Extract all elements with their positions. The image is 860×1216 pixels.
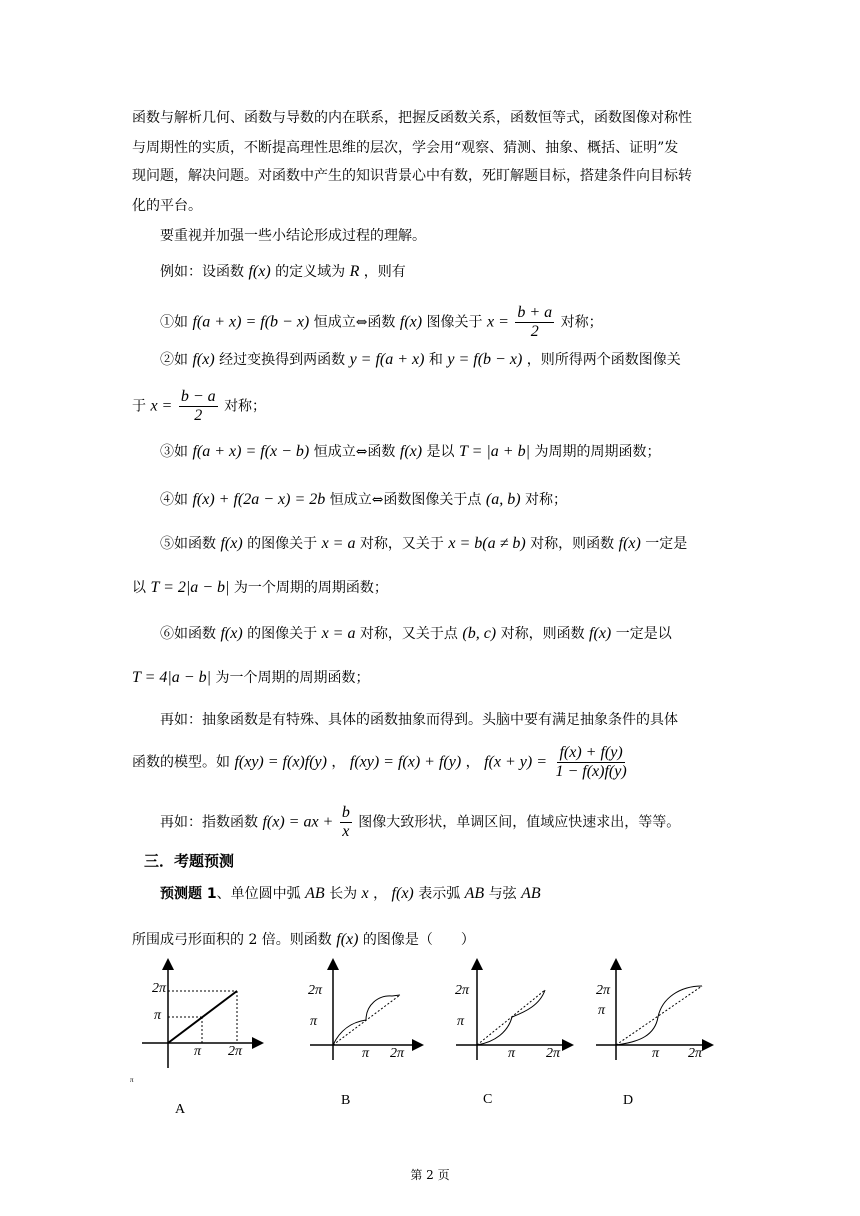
text: 所围成弓形面积的 2 倍。则函数 (132, 932, 332, 948)
axis-label: 2π (152, 981, 167, 996)
text: 的图像关于 (247, 536, 318, 552)
text: 的图像是（ ） (362, 932, 475, 948)
axis-label: 2π (455, 983, 470, 998)
text: 函数的模型。如 (132, 754, 230, 771)
axis-label: π (154, 1008, 162, 1023)
axis-label: 2π (308, 983, 323, 998)
axis-label: π (310, 1014, 318, 1029)
math-period: T = |a + b| (459, 443, 530, 460)
math-x-eq: x = (487, 313, 509, 331)
math-y1: y = f(a + x) (349, 351, 425, 368)
item-5-cont (132, 578, 388, 598)
math-fx: f(x) (391, 885, 414, 902)
text: 例如：设函数 (160, 264, 244, 280)
problem-label: 预测题 1 (160, 886, 217, 902)
math-x-a: x = a (321, 625, 356, 642)
paragraph-2: 要重视并加强一些小结论形成过程的理解。 (160, 228, 426, 244)
numerator: b − a (180, 388, 216, 405)
item-6-cont (132, 668, 369, 688)
numerator: b (341, 804, 350, 821)
math-eq: f(a + x) = f(b − x) (192, 313, 310, 331)
axis-label: π (508, 1046, 516, 1061)
math-fx: f(x) (589, 625, 612, 642)
item-5 (160, 534, 687, 554)
text: 恒成立⇔函数图像关于点 (329, 492, 482, 508)
item-6 (160, 624, 672, 644)
answer-figures (0, 950, 860, 1130)
paragraph-line: 化的平台。 (132, 198, 202, 214)
axis-label: 2π (596, 983, 611, 998)
text: 和 (428, 352, 443, 368)
text: ①如 (160, 314, 188, 331)
text: 对称，则函数 (530, 536, 615, 552)
axis-label: π (652, 1046, 660, 1061)
item-3 (160, 442, 660, 462)
text: 于 (132, 398, 146, 415)
math-fx: f(x) (248, 263, 271, 280)
text: 与弦 (488, 886, 517, 902)
math-point: (b, c) (462, 625, 497, 642)
math-fx: f(x) (336, 931, 359, 948)
math-x-eq: x = (150, 397, 173, 415)
axis-label: 2π (390, 1046, 405, 1061)
math-R: R (349, 263, 360, 280)
text: ②如 (160, 352, 188, 368)
item-2-cont (132, 388, 266, 425)
axis-label: 2π (688, 1046, 703, 1061)
math-fx: f(x) (220, 535, 243, 552)
item-1 (160, 304, 603, 341)
text: 一定是 (645, 536, 688, 552)
text: 一定是以 (615, 626, 672, 642)
math-fx: f(x) (220, 625, 243, 642)
text: 图像关于 (426, 314, 483, 331)
math-AB: AB (464, 885, 485, 902)
paragraph-line: 与周期性的实质，不断提高理性思维的层次，学会用“观察、猜测、抽象、概括、证明”发 (132, 140, 679, 156)
page-footer: 第 2 页 (410, 1168, 450, 1182)
math-point: (a, b) (485, 491, 521, 508)
math-fx: f(x) (618, 535, 641, 552)
text: ， (331, 754, 346, 771)
text: 图像大致形状，单调区间，值域应快速求出，等等。 (358, 814, 681, 831)
text: ⑥如函数 (160, 626, 216, 642)
text: 为周期的周期函数； (534, 444, 661, 460)
fraction (340, 804, 352, 841)
text: 恒成立⇔函数 (313, 314, 396, 331)
axis-label: 2π (546, 1046, 561, 1061)
text: 表示弧 (418, 886, 461, 902)
text: ，则所得两个函数图像关 (526, 352, 681, 368)
text: ④如 (160, 492, 188, 508)
fraction (553, 744, 628, 781)
text: 对称，又关于 (359, 536, 444, 552)
stray-pi: π (130, 1076, 134, 1084)
text: 对称，则函数 (500, 626, 585, 642)
axis-label: π (598, 1003, 606, 1018)
text: 恒成立⇔函数 (313, 444, 396, 460)
example-intro (160, 262, 406, 282)
problem-1 (160, 884, 541, 904)
denominator: x (342, 823, 350, 840)
axis-label: π (362, 1046, 370, 1061)
paragraph-line: 函数与解析几何、函数与导数的内在联系，把握反函数关系，函数恒等式，函数图像对称性 (132, 110, 692, 126)
math-eq: f(x) + f(2a − x) = 2b (192, 491, 326, 508)
text: 对称； (525, 492, 567, 508)
text: 为一个周期的周期函数； (215, 670, 370, 686)
text: ⑤如函数 (160, 536, 216, 552)
text: 长为 (329, 886, 358, 902)
text: ③如 (160, 444, 188, 460)
text: 以 (132, 580, 146, 596)
math-eq: f(x) = ax + (262, 813, 334, 831)
text: 经过变换得到两函数 (219, 352, 346, 368)
math-AB: AB (305, 885, 325, 902)
denominator: 2 (194, 407, 203, 424)
axis-label: π (194, 1044, 202, 1059)
text: 的图像关于 (247, 626, 318, 642)
item-2 (160, 350, 681, 370)
item-4 (160, 490, 567, 510)
text: 再如：指数函数 (160, 814, 258, 831)
text: ， (465, 754, 480, 771)
math-eq: f(a + x) = f(x − b) (192, 443, 310, 460)
text: 为一个周期的周期函数； (233, 580, 388, 596)
text: ，则有 (363, 264, 406, 280)
option-label-b: B (341, 1093, 351, 1108)
math-fx: f(x) (399, 313, 423, 331)
problem-1-cont (132, 930, 475, 950)
text: 的定义域为 (275, 264, 346, 280)
section-heading: 三．考题预测 (144, 852, 235, 870)
option-label-a: A (175, 1102, 186, 1117)
text: 对称； (560, 314, 603, 331)
again-2 (160, 804, 680, 841)
fraction (515, 304, 554, 341)
math-AB: AB (521, 885, 541, 902)
option-label-d: D (623, 1093, 634, 1108)
math-x: x (361, 885, 369, 902)
math-eq: f(xy) = f(x)f(y) (234, 753, 327, 771)
math-x-a: x = a (321, 535, 356, 552)
text: 对称，又关于点 (359, 626, 458, 642)
math-y2: y = f(b − x) (447, 351, 523, 368)
denominator: 1 − f(x)f(y) (555, 763, 627, 780)
text: ， (373, 886, 388, 902)
math-x-b: x = b(a ≠ b) (448, 535, 526, 552)
math-fx: f(x) (192, 351, 215, 368)
axis-label: 2π (228, 1044, 243, 1059)
math-fx: f(x) (399, 443, 423, 460)
text: 、单位圆中弧 (216, 886, 301, 902)
math-period: T = 2|a − b| (150, 579, 230, 596)
math-eq: f(xy) = f(x) + f(y) (349, 753, 462, 771)
numerator: b + a (517, 304, 553, 321)
axis-label: π (457, 1014, 465, 1029)
again-1-cont (132, 744, 631, 781)
paragraph-line: 现问题，解决问题。对函数中产生的知识背景心中有数，死盯解题目标，搭建条件向目标转 (132, 168, 692, 184)
text: 是以 (426, 444, 455, 460)
text: 对称； (224, 398, 267, 415)
denominator: 2 (530, 323, 539, 340)
math-period: T = 4|a − b| (132, 669, 211, 686)
math-eq: f(x + y) = (484, 753, 547, 771)
fraction (179, 388, 218, 425)
option-label-c: C (483, 1092, 493, 1107)
numerator: f(x) + f(y) (559, 744, 623, 761)
again-1: 再如：抽象函数是有特殊、具体的函数抽象而得到。头脑中要有满足抽象条件的具体 (160, 712, 678, 728)
